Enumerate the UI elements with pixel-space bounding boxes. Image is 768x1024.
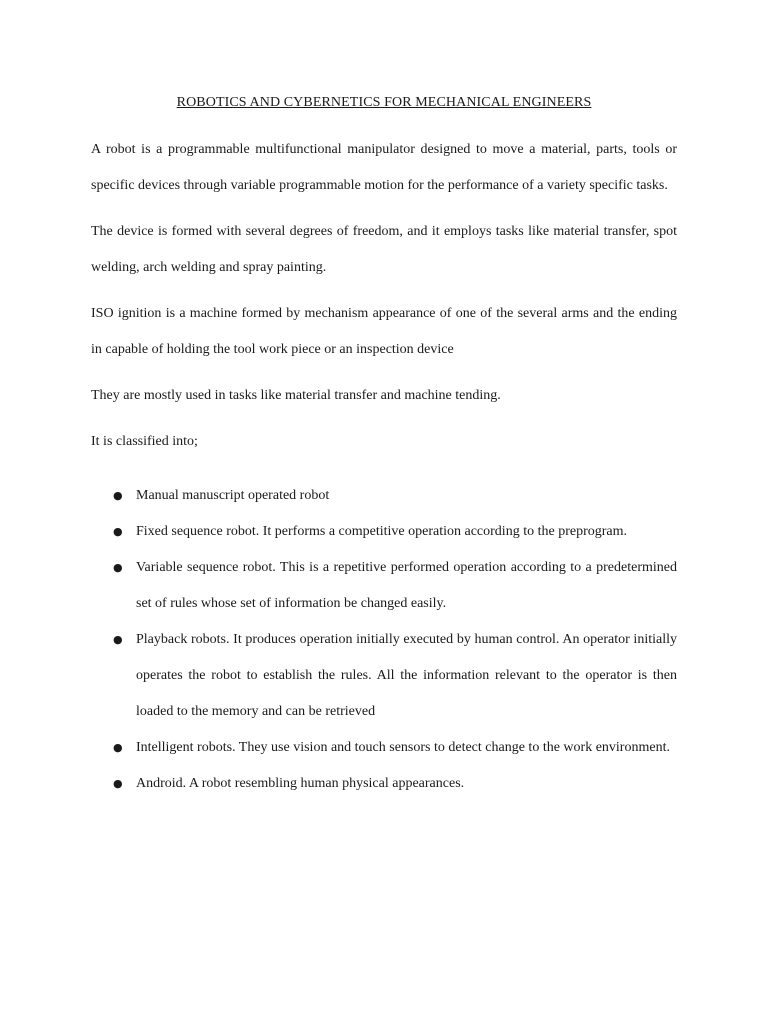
list-item xyxy=(91,550,677,622)
document-body xyxy=(91,93,677,802)
bullet-icon: ● xyxy=(113,561,123,574)
list-item-text: Variable sequence robot. This is a repetitive performed operation according to a predetermined set of rules whose set of information be changed easily. xyxy=(136,560,677,611)
list-item-text: Intelligent robots. They use vision and touch sensors to detect change to the work environment. xyxy=(136,740,670,755)
bullet-icon: ● xyxy=(113,741,123,754)
list-item xyxy=(91,622,677,730)
list-item xyxy=(91,478,677,514)
paragraph-degrees-of-freedom: The device is formed with several degrees of freedom, and it employs tasks like material transfer, spot welding, arch welding and spray painting. xyxy=(91,224,677,275)
paragraph-iso-definition: ISO ignition is a machine formed by mechanism appearance of one of the several arms and the ending in capable of holding the tool work piece or an inspection device xyxy=(91,306,677,357)
paragraph-classification-intro: It is classified into; xyxy=(91,434,198,449)
list-item xyxy=(91,514,677,550)
bullet-icon: ● xyxy=(113,777,123,790)
document-title: ROBOTICS AND CYBERNETICS FOR MECHANICAL ENGINEERS xyxy=(176,95,592,110)
classification-list xyxy=(91,478,677,802)
list-item xyxy=(91,730,677,766)
bullet-icon: ● xyxy=(113,489,123,502)
bullet-icon: ● xyxy=(113,633,123,646)
list-item xyxy=(91,766,677,802)
paragraph-usage: They are mostly used in tasks like material transfer and machine tending. xyxy=(91,388,501,403)
list-item-text: Playback robots. It produces operation initially executed by human control. An operator initially operates the robot to establish the rules. All the information relevant to the operator is then loaded to the memory and can be retrieved xyxy=(136,632,677,719)
list-item-text: Fixed sequence robot. It performs a competitive operation according to the preprogram. xyxy=(136,524,627,539)
list-item-text: Android. A robot resembling human physical appearances. xyxy=(136,776,465,791)
list-item-text: Manual manuscript operated robot xyxy=(136,488,330,503)
paragraph-robot-definition: A robot is a programmable multifunctional manipulator designed to move a material, parts, tools or specific devices through variable programmable motion for the performance of a variety specific tasks. xyxy=(91,142,677,193)
bullet-icon: ● xyxy=(113,525,123,538)
